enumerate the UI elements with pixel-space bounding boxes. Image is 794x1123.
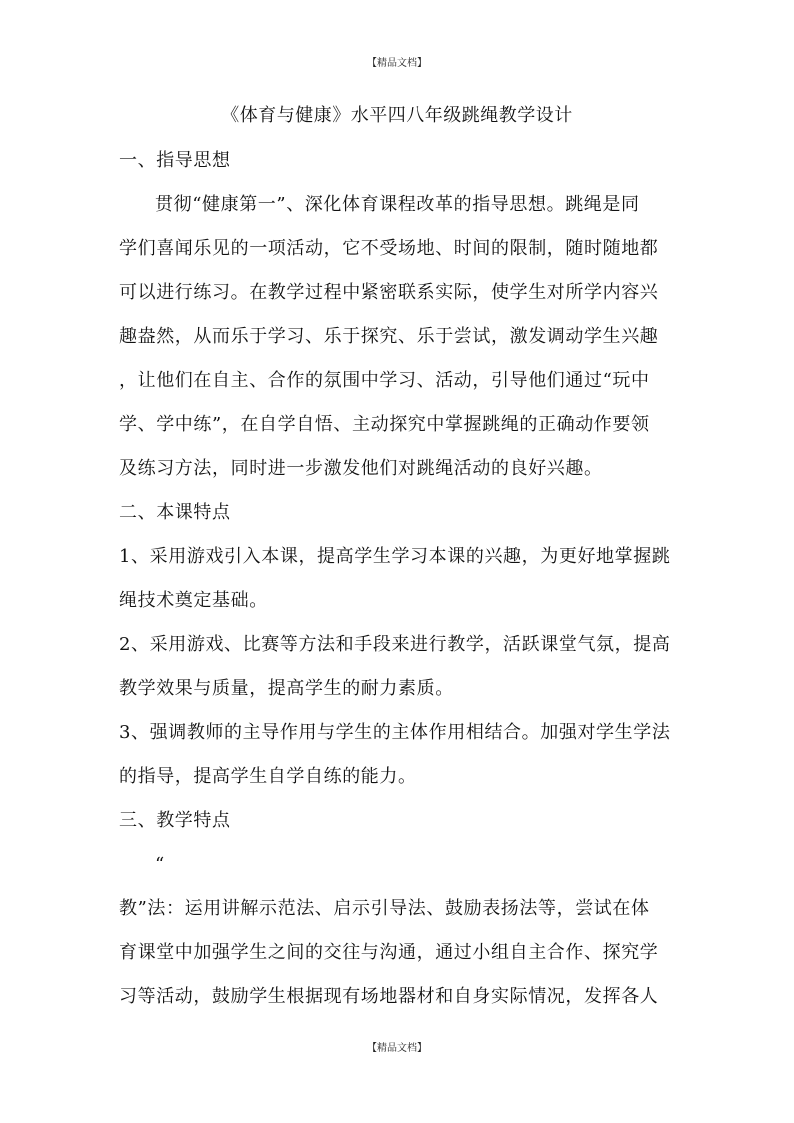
section-heading-teaching-features: 三、教学特点 bbox=[119, 810, 231, 831]
list-item-line: 2、采用游戏、比赛等方法和手段来进行教学，活跃课堂气氛，提高 bbox=[119, 634, 671, 655]
list-item-line: 1、采用游戏引入本课，提高学生学习本课的兴趣，为更好地掌握跳 bbox=[119, 546, 671, 567]
paragraph-line: 学、学中练”，在自学自悟、主动探究中掌握跳绳的正确动作要领 bbox=[119, 414, 650, 435]
paragraph-line: 贯彻“健康第一”、深化体育课程改革的指导思想。跳绳是同 bbox=[155, 194, 640, 215]
paragraph-line: 学们喜闻乐见的一项活动，它不受场地、时间的限制，随时随地都 bbox=[119, 238, 659, 259]
list-item-line: 绳技术奠定基础。 bbox=[119, 590, 268, 611]
section-heading-guiding-thought: 一、指导思想 bbox=[119, 150, 231, 171]
paragraph-line: 趣盎然，从而乐于学习、乐于探究、乐于尝试，激发调动学生兴趣 bbox=[119, 326, 659, 347]
page-header-tag: 【精品文档】 bbox=[367, 58, 427, 69]
section-heading-course-features: 二、本课特点 bbox=[119, 502, 231, 523]
page-footer-tag: 【精品文档】 bbox=[367, 1043, 427, 1054]
paragraph-line: ，让他们在自主、合作的氛围中学习、活动，引导他们通过“玩中 bbox=[119, 370, 650, 391]
paragraph-line: “ bbox=[155, 854, 165, 875]
document-title: 《体育与健康》水平四八年级跳绳教学设计 bbox=[221, 105, 573, 126]
paragraph-line: 及练习方法，同时进一步激发他们对跳绳活动的良好兴趣。 bbox=[119, 458, 603, 479]
paragraph-line: 教”法：运用讲解示范法、启示引导法、鼓励表扬法等，尝试在体 bbox=[119, 898, 650, 919]
list-item-line: 3、强调教师的主导作用与学生的主体作用相结合。加强对学生学法 bbox=[119, 722, 671, 743]
paragraph-line: 可以进行练习。在教学过程中紧密联系实际，使学生对所学内容兴 bbox=[119, 282, 659, 303]
paragraph-line: 习等活动，鼓励学生根据现有场地器材和自身实际情况，发挥各人 bbox=[119, 986, 659, 1007]
paragraph-line: 育课堂中加强学生之间的交往与沟通，通过小组自主合作、探究学 bbox=[119, 942, 659, 963]
list-item-line: 教学效果与质量，提高学生的耐力素质。 bbox=[119, 678, 454, 699]
list-item-line: 的指导，提高学生自学自练的能力。 bbox=[119, 766, 417, 787]
